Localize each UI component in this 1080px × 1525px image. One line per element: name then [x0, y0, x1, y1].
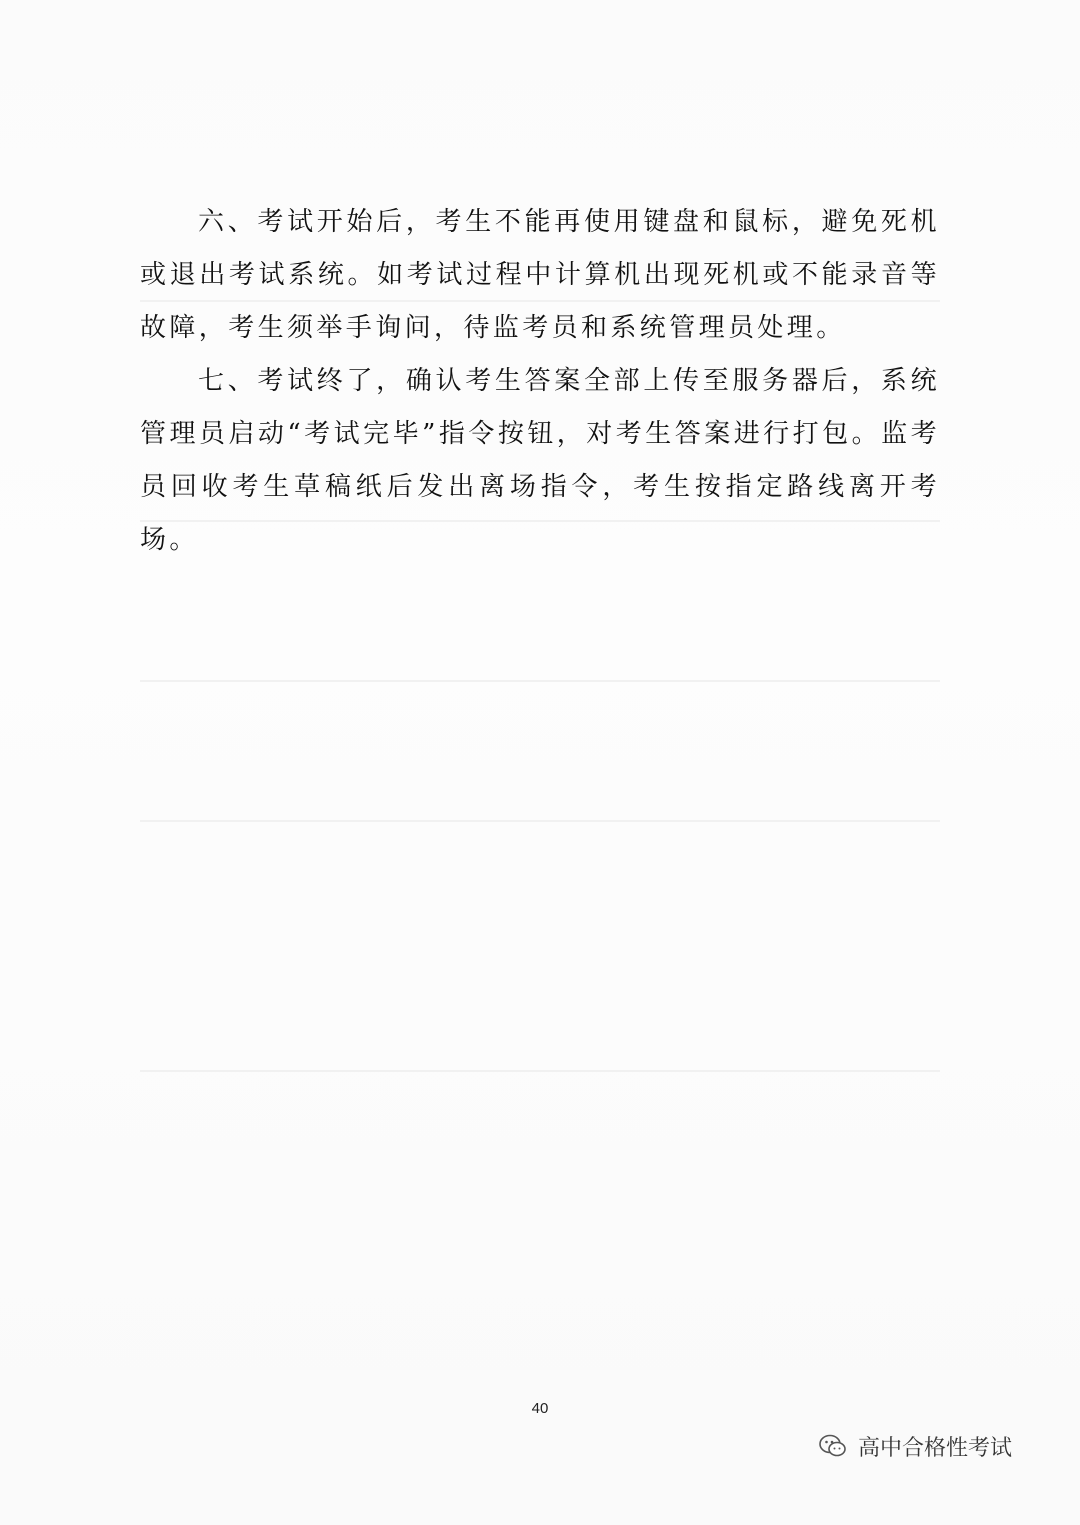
watermark — [818, 1428, 1012, 1464]
paragraph-seven: 七、考试终了，确认考生答案全部上传至服务器后，系统管理员启动“考试完毕”指令按钮，对考生答案进行打包。监考员回收考生草稿纸后发出离场指令，考生按指定路线离开考场。 — [140, 366, 940, 555]
wechat-icon — [818, 1431, 848, 1461]
paragraph-six: 六、考试开始后，考生不能再使用键盘和鼠标，避免死机或退出考试系统。如考试过程中计算机出现死机或不能录音等故障，考生须举手询问，待监考员和系统管理员处理。 — [140, 207, 940, 343]
watermark-text: 高中合格性考试 — [858, 1435, 1013, 1461]
document-body — [140, 196, 940, 567]
page-number: 40 — [531, 1400, 549, 1417]
show-through-line — [140, 820, 940, 822]
show-through-line — [140, 680, 940, 682]
show-through-line — [140, 1070, 940, 1072]
